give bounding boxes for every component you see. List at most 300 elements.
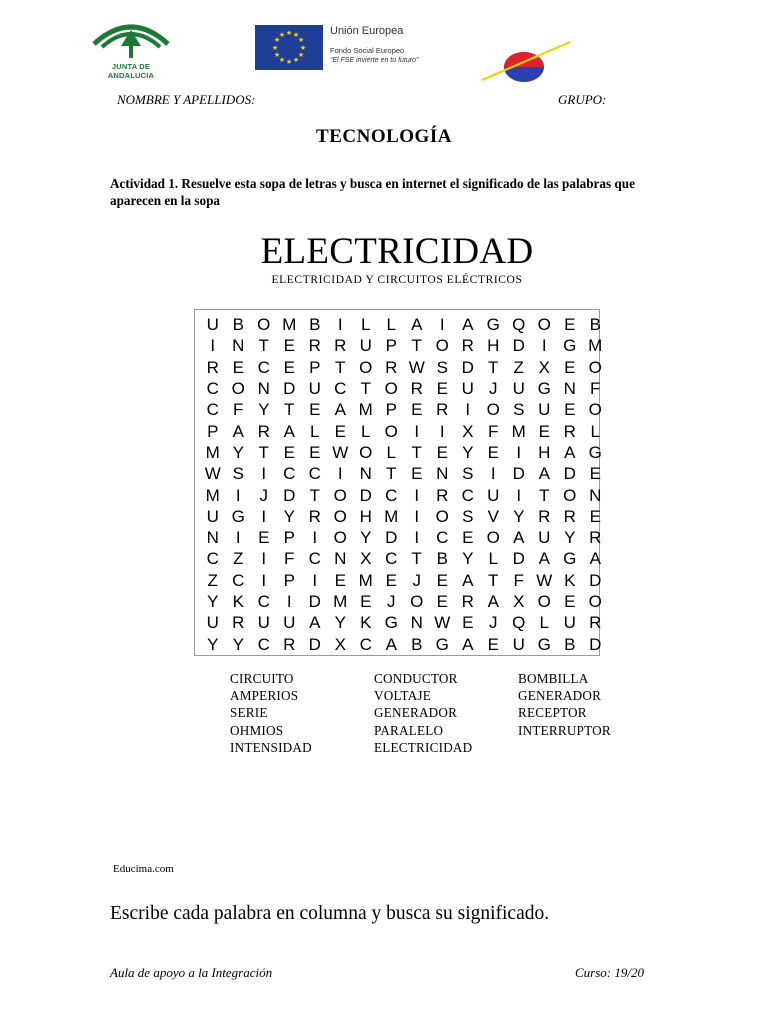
grid-cell: M: [511, 421, 526, 441]
word-item: INTERRUPTOR: [518, 722, 611, 738]
activity-instructions: Actividad 1. Resuelve esta sopa de letras y busca en internet el significado de las palabras que aparecen en la sopa: [110, 176, 635, 208]
grid-cell: S: [462, 464, 474, 484]
word-item: CIRCUITO: [230, 671, 294, 686]
grid-cell: H: [538, 442, 551, 462]
grid-cell: A: [462, 315, 474, 335]
grid-cell: T: [539, 485, 550, 505]
grid-cell: M: [358, 400, 373, 420]
grid-cell: I: [465, 400, 471, 420]
word-item: SERIE: [230, 705, 268, 721]
grid-cell: U: [206, 315, 219, 335]
word-search-box: [194, 309, 603, 656]
grid-cell: P: [385, 400, 397, 420]
grid-cell: C: [206, 400, 219, 420]
grid-cell: F: [513, 570, 524, 590]
grid-cell: Y: [513, 506, 525, 526]
grid-cell: O: [435, 506, 449, 526]
grid-cell: T: [258, 442, 269, 462]
grid-cell: E: [385, 570, 397, 590]
grid-cell: T: [284, 400, 295, 420]
grid-cell: C: [436, 528, 449, 548]
grid-cell: O: [359, 442, 373, 462]
grid-cell: R: [410, 379, 423, 399]
grid-cell: I: [261, 506, 267, 526]
grid-cell: I: [490, 464, 496, 484]
word-search-grid: [200, 314, 608, 655]
eu-title: Unión Europea: [330, 25, 404, 37]
grid-cell: E: [283, 442, 295, 462]
group-label: GRUPO:: [558, 92, 607, 107]
grid-cell: O: [486, 400, 500, 420]
grid-cell: E: [589, 506, 601, 526]
grid-cell: A: [487, 592, 499, 611]
grid-cell: R: [334, 336, 347, 356]
grid-cell: Y: [462, 549, 474, 569]
grid-cell: N: [359, 464, 372, 484]
grid-cell: I: [516, 442, 522, 462]
grid-cell: E: [436, 592, 448, 611]
grid-cell: D: [512, 549, 525, 569]
grid-cell: G: [435, 634, 449, 654]
grid-cell: I: [337, 315, 343, 335]
grid-cell: A: [538, 549, 550, 569]
grid-row: [200, 442, 608, 463]
grid-cell: N: [436, 464, 449, 484]
grid-cell: R: [538, 506, 551, 526]
grid-cell: R: [206, 357, 219, 377]
grid-cell: N: [257, 379, 270, 399]
grid-cell: U: [512, 379, 525, 399]
grid-cell: O: [384, 379, 398, 399]
grid-cell: U: [461, 379, 474, 399]
grid-cell: M: [358, 570, 373, 590]
word-item: INTENSIDAD: [230, 739, 312, 755]
grid-cell: C: [334, 379, 347, 399]
grid-cell: Y: [360, 528, 372, 548]
grid-cell: A: [564, 442, 576, 462]
grid-cell: E: [309, 442, 321, 462]
word-list-column-3: [518, 670, 622, 739]
grid-cell: C: [385, 549, 398, 569]
grid-cell: I: [541, 336, 547, 356]
grid-cell: O: [257, 315, 271, 335]
grid-cell: O: [359, 357, 373, 377]
svg-text:★: ★: [297, 51, 305, 59]
grid-cell: L: [310, 421, 320, 441]
grid-row: [200, 527, 608, 548]
grid-cell: P: [207, 421, 219, 441]
grid-cell: O: [333, 506, 347, 526]
grid-cell: O: [537, 592, 551, 611]
grid-cell: I: [439, 421, 445, 441]
grid-cell: C: [206, 549, 219, 569]
grid-cell: R: [461, 336, 474, 356]
grid-cell: I: [235, 485, 241, 505]
grid-cell: I: [337, 464, 343, 484]
grid-cell: K: [232, 592, 244, 611]
grid-cell: D: [512, 464, 525, 484]
grid-cell: T: [309, 485, 320, 505]
grid-cell: Y: [207, 592, 219, 611]
grid-cell: E: [283, 357, 295, 377]
word-item: GENERADOR: [518, 688, 602, 704]
grid-cell: D: [308, 634, 321, 654]
grid-cell: E: [462, 528, 474, 548]
grid-cell: J: [387, 592, 396, 611]
grid-cell: X: [334, 634, 346, 654]
grid-cell: C: [232, 570, 245, 590]
grid-cell: I: [261, 464, 267, 484]
eu-fund: Fondo Social Europeo: [330, 46, 405, 55]
grid-row: [200, 591, 608, 612]
grid-cell: C: [257, 634, 270, 654]
grid-cell: U: [538, 528, 551, 548]
grid-cell: I: [414, 421, 420, 441]
eu-flag: [255, 25, 323, 70]
grid-cell: E: [436, 379, 448, 399]
grid-row: [200, 506, 608, 527]
word-item: BOMBILLA: [518, 671, 589, 686]
grid-cell: Y: [564, 528, 576, 548]
grid-cell: B: [436, 549, 448, 569]
grid-cell: R: [283, 634, 296, 654]
school-emblem-icon: [478, 38, 574, 86]
grid-cell: R: [436, 400, 449, 420]
grid-cell: J: [489, 613, 498, 633]
grid-row: [200, 378, 608, 399]
footer-right: Curso: 19/20: [575, 965, 644, 980]
grid-cell: R: [385, 357, 398, 377]
grid-cell: F: [488, 421, 499, 441]
word-item: VOLTAJE: [374, 688, 432, 704]
grid-cell: P: [385, 336, 397, 356]
grid-cell: Y: [334, 613, 346, 633]
grid-cell: F: [233, 400, 244, 420]
grid-cell: C: [206, 379, 219, 399]
grid-row: [200, 548, 608, 569]
svg-text:★: ★: [292, 31, 300, 39]
grid-cell: T: [360, 379, 371, 399]
grid-row: [200, 399, 608, 420]
grid-cell: L: [539, 613, 549, 633]
grid-cell: Y: [258, 400, 270, 420]
grid-cell: J: [412, 570, 421, 590]
grid-cell: I: [261, 549, 267, 569]
grid-cell: Q: [512, 613, 526, 633]
junta-emblem-icon: [88, 14, 174, 62]
grid-cell: C: [308, 464, 321, 484]
grid-cell: O: [333, 485, 347, 505]
grid-cell: G: [537, 634, 551, 654]
grid-cell: E: [334, 421, 346, 441]
grid-cell: E: [258, 528, 270, 548]
grid-cell: C: [257, 592, 270, 611]
grid-cell: E: [564, 357, 576, 377]
grid-cell: D: [563, 464, 576, 484]
grid-cell: G: [537, 379, 551, 399]
grid-cell: G: [563, 549, 577, 569]
grid-cell: E: [564, 315, 576, 335]
grid-cell: J: [489, 379, 498, 399]
grid-cell: I: [414, 506, 420, 526]
grid-cell: M: [588, 336, 603, 356]
word-item: ELECTRICIDAD: [374, 739, 473, 755]
grid-cell: T: [335, 357, 346, 377]
grid-cell: L: [386, 315, 396, 335]
grid-row: [200, 612, 608, 633]
grid-row: [200, 570, 608, 591]
grid-cell: T: [386, 464, 397, 484]
grid-cell: B: [232, 315, 244, 335]
junta-label: JUNTA DE ANDALUCIA: [107, 62, 155, 80]
grid-cell: E: [436, 442, 448, 462]
grid-cell: W: [408, 357, 425, 377]
grid-cell: G: [384, 613, 398, 633]
svg-text:★: ★: [285, 29, 293, 37]
svg-text:★: ★: [273, 51, 281, 59]
grid-cell: M: [205, 485, 220, 505]
puzzle-title: ELECTRICIDAD: [260, 231, 534, 272]
grid-cell: O: [537, 315, 551, 335]
footer-left: Aula de apoyo a la Integración: [110, 965, 273, 980]
grid-cell: I: [414, 485, 420, 505]
grid-cell: H: [359, 506, 372, 526]
grid-cell: M: [333, 592, 348, 611]
word-item: GENERADOR: [374, 705, 458, 721]
grid-row: [200, 463, 608, 484]
grid-cell: P: [283, 570, 295, 590]
word-list-column-2: [374, 670, 474, 756]
grid-cell: A: [283, 421, 295, 441]
grid-cell: T: [488, 357, 499, 377]
grid-cell: A: [411, 315, 423, 335]
grid-cell: I: [414, 528, 420, 548]
grid-cell: A: [232, 421, 244, 441]
grid-cell: L: [361, 315, 371, 335]
grid-cell: I: [286, 592, 292, 611]
grid-cell: Y: [283, 506, 295, 526]
grid-cell: V: [487, 506, 499, 526]
grid-cell: T: [258, 336, 269, 356]
grid-cell: K: [360, 613, 372, 633]
grid-cell: Z: [513, 357, 524, 377]
grid-cell: R: [589, 613, 602, 633]
grid-cell: W: [204, 464, 221, 484]
grid-cell: D: [283, 379, 296, 399]
grid-cell: E: [436, 570, 448, 590]
grid-cell: D: [589, 634, 602, 654]
page-title: TECNOLOGÍA: [316, 126, 452, 147]
grid-cell: I: [261, 570, 267, 590]
grid-cell: O: [410, 592, 424, 611]
grid-cell: U: [308, 379, 321, 399]
grid-cell: W: [332, 442, 349, 462]
grid-cell: X: [538, 357, 550, 377]
grid-cell: O: [435, 336, 449, 356]
grid-cell: M: [205, 442, 220, 462]
svg-text:★: ★: [273, 36, 281, 44]
grid-cell: P: [283, 528, 295, 548]
grid-cell: S: [513, 400, 525, 420]
grid-cell: E: [564, 592, 576, 611]
grid-cell: R: [563, 506, 576, 526]
word-item: AMPERIOS: [230, 688, 299, 704]
grid-cell: E: [589, 464, 601, 484]
word-item: PARALELO: [374, 722, 444, 738]
grid-row: [200, 633, 608, 654]
grid-cell: Z: [233, 549, 244, 569]
grid-cell: U: [283, 613, 296, 633]
grid-cell: B: [309, 315, 321, 335]
grid-cell: D: [512, 336, 525, 356]
grid-cell: B: [564, 634, 576, 654]
grid-cell: R: [461, 592, 474, 611]
junta-de-andalucia-logo: [88, 14, 174, 80]
grid-cell: X: [462, 421, 474, 441]
grid-cell: G: [588, 442, 602, 462]
grid-cell: I: [210, 336, 216, 356]
grid-row: [200, 420, 608, 441]
grid-cell: U: [206, 613, 219, 633]
grid-cell: E: [411, 400, 423, 420]
grid-cell: O: [588, 592, 602, 611]
grid-cell: M: [384, 506, 399, 526]
grid-cell: E: [411, 464, 423, 484]
grid-cell: U: [359, 336, 372, 356]
grid-cell: A: [462, 634, 474, 654]
grid-cell: U: [487, 485, 500, 505]
grid-cell: E: [487, 442, 499, 462]
grid-cell: R: [232, 613, 245, 633]
grid-cell: K: [564, 570, 576, 590]
grid-cell: I: [516, 485, 522, 505]
grid-cell: Y: [232, 442, 244, 462]
grid-cell: U: [538, 400, 551, 420]
grid-cell: Y: [232, 634, 244, 654]
grid-cell: X: [360, 549, 372, 569]
grid-cell: P: [309, 357, 321, 377]
eu-stars-icon: [255, 25, 323, 70]
grid-cell: C: [308, 549, 321, 569]
grid-cell: T: [411, 442, 422, 462]
grid-cell: A: [538, 464, 550, 484]
grid-cell: U: [512, 634, 525, 654]
grid-cell: U: [206, 506, 219, 526]
grid-row: [200, 335, 608, 356]
grid-cell: I: [439, 315, 445, 335]
grid-cell: O: [563, 485, 577, 505]
grid-cell: Q: [512, 315, 526, 335]
grid-cell: C: [461, 485, 474, 505]
grid-cell: W: [536, 570, 553, 590]
grid-cell: U: [257, 613, 270, 633]
grid-cell: A: [513, 528, 525, 548]
grid-cell: D: [385, 528, 398, 548]
grid-cell: C: [359, 634, 372, 654]
grid-cell: C: [385, 485, 398, 505]
grid-cell: T: [488, 570, 499, 590]
word-item: RECEPTOR: [518, 705, 587, 721]
grid-cell: E: [462, 613, 474, 633]
grid-cell: I: [235, 528, 241, 548]
grid-cell: L: [590, 421, 600, 441]
grid-cell: O: [588, 400, 602, 420]
grid-cell: G: [231, 506, 245, 526]
grid-cell: A: [385, 634, 397, 654]
grid-cell: Y: [462, 442, 474, 462]
grid-cell: B: [411, 634, 423, 654]
grid-cell: L: [488, 549, 498, 569]
grid-cell: A: [334, 400, 346, 420]
svg-text:★: ★: [271, 44, 279, 52]
grid-cell: X: [513, 592, 525, 611]
grid-cell: E: [564, 400, 576, 420]
grid-cell: Y: [207, 634, 219, 654]
grid-cell: A: [589, 549, 601, 569]
svg-text:★: ★: [285, 58, 293, 66]
grid-cell: O: [333, 528, 347, 548]
grid-cell: E: [334, 570, 346, 590]
grid-cell: W: [434, 613, 451, 633]
grid-cell: L: [386, 442, 396, 462]
grid-cell: D: [308, 592, 321, 611]
word-item: OHMIOS: [230, 722, 284, 738]
grid-cell: D: [461, 357, 474, 377]
grid-cell: A: [462, 570, 474, 590]
svg-text:★: ★: [297, 36, 305, 44]
svg-text:★: ★: [292, 56, 300, 64]
grid-cell: G: [563, 336, 577, 356]
grid-cell: E: [232, 357, 244, 377]
grid-cell: Z: [207, 570, 218, 590]
word-item: CONDUCTOR: [374, 671, 458, 686]
grid-cell: E: [487, 634, 499, 654]
grid-cell: E: [360, 592, 372, 611]
grid-cell: T: [411, 549, 422, 569]
grid-cell: E: [309, 400, 321, 420]
grid-cell: D: [359, 485, 372, 505]
eu-text-block: [330, 25, 418, 64]
eu-slogan: “El FSE invierte en tu futuro”: [330, 57, 419, 64]
grid-cell: F: [590, 379, 601, 399]
grid-cell: N: [563, 379, 576, 399]
svg-text:★: ★: [278, 56, 286, 64]
grid-cell: N: [410, 613, 423, 633]
grid-cell: S: [232, 464, 244, 484]
grid-cell: R: [589, 528, 602, 548]
grid-cell: E: [283, 336, 295, 356]
grid-cell: O: [486, 528, 500, 548]
grid-cell: O: [588, 357, 602, 377]
grid-cell: I: [312, 528, 318, 548]
svg-text:★: ★: [299, 44, 307, 52]
grid-cell: A: [309, 613, 321, 633]
grid-cell: N: [232, 336, 245, 356]
grid-cell: F: [284, 549, 295, 569]
grid-cell: D: [589, 570, 602, 590]
grid-cell: N: [334, 549, 347, 569]
grid-cell: M: [282, 315, 297, 335]
grid-cell: R: [257, 421, 270, 441]
grid-cell: N: [589, 485, 602, 505]
grid-cell: R: [308, 336, 321, 356]
word-list-column-1: [230, 670, 350, 756]
grid-cell: O: [384, 421, 398, 441]
grid-cell: U: [563, 613, 576, 633]
school-logo: [478, 38, 574, 86]
grid-cell: R: [308, 506, 321, 526]
grid-row: [200, 484, 608, 505]
